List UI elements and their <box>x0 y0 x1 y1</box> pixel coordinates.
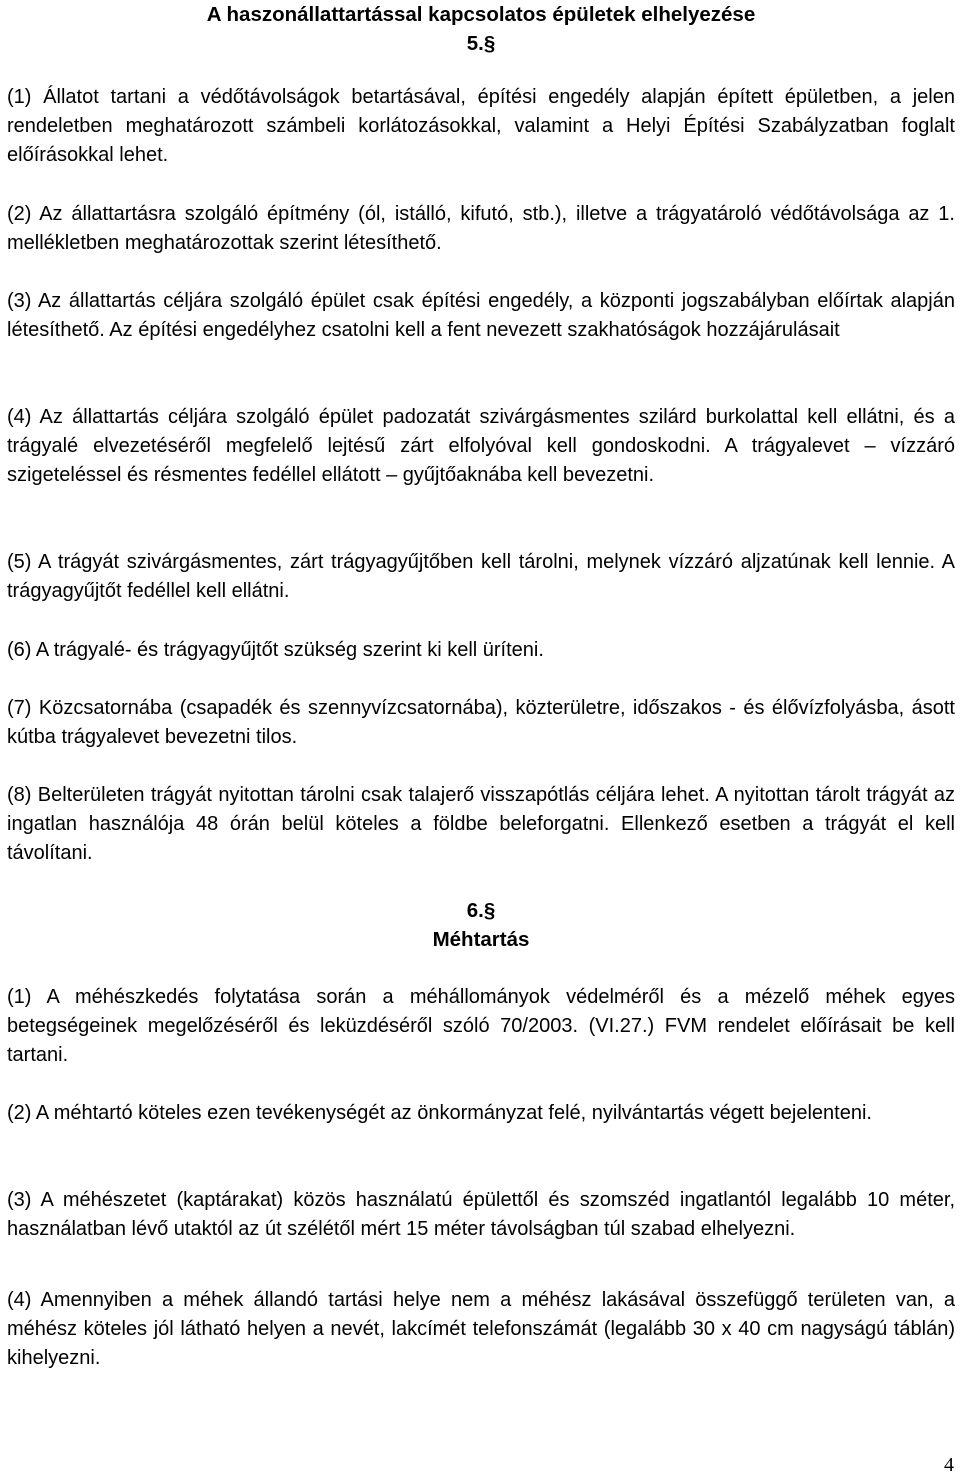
section-5-paragraph-2: (2) Az állattartásra szolgáló építmény (ól, istálló, kifutó, stb.), illetve a trágyatároló védőtávolsága az 1. mellékletben meghatározottak szerint létesíthető. <box>7 203 955 255</box>
section-6-paragraph-4: (4) Amennyiben a méhek állandó tartási helye nem a méhész lakásával összefüggő területen van, a méhész köteles jól látható helyen a nevét, lakcímét telefonszámát (legalább 30 x 40 cm nagyságú táblán) kihelyezni. <box>7 1289 955 1370</box>
section-5-paragraph-3: (3) Az állattartás céljára szolgáló épület csak építési engedély, a központi jogszabályban előírtak alapján létesíthető. Az építési engedélyhez csatolni kell a fent nevezett szakhatóságok hozzájárulásait <box>7 290 955 342</box>
section-5-number: 5.§ <box>466 32 496 55</box>
section-6-paragraph-2: (2) A méhtartó köteles ezen tevékenységét az önkormányzat felé, nyilvántartás végett bejelenteni. <box>7 1102 872 1124</box>
section-5-title: A haszonállattartással kapcsolatos épületek elhelyezése <box>206 3 756 26</box>
section-5-paragraph-6: (6) A trágyalé- és trágyagyűjtőt szükség szerint ki kell üríteni. <box>7 639 544 661</box>
section-6-paragraph-1: (1) A méhészkedés folytatása során a méhállományok védelméről és a mézelő méhek egyes betegségeinek megelőzéséről és leküzdéséről szóló 70/2003. (VI.27.) FVM rendelet előírásait be kell tartani. <box>7 986 955 1067</box>
section-5-paragraph-4: (4) Az állattartás céljára szolgáló épület padozatát szivárgásmentes szilárd burkolattal kell ellátni, és a trágyalé elvezetéséről megfelelő lejtésű zárt elfolyóval kell gondoskodni. A trágyalevet – vízzáró szigeteléssel és résmentes fedéllel ellátott – gyűjtőaknába kell bevezetni. <box>7 406 955 487</box>
section-6-paragraph-3: (3) A méhészetet (kaptárakat) közös használatú épülettől és szomszéd ingatlantól legalább 10 méter, használatban lévő utaktól az út szélétől mért 15 méter távolságban túl szabad elhelyezni. <box>7 1189 955 1241</box>
section-5-paragraph-7: (7) Közcsatornába (csapadék és szennyvízcsatornába), közterületre, időszakos - és élővízfolyásba, ásott kútba trágyalevet bevezetni tilos. <box>7 697 955 749</box>
page-number: 4 <box>944 1454 954 1476</box>
section-5-paragraph-5: (5) A trágyát szivárgásmentes, zárt trágyagyűjtőben kell tárolni, melynek vízzáró aljzatúnak kell lennie. A trágyagyűjtőt fedéllel kell ellátni. <box>7 551 955 603</box>
section-5-paragraph-8: (8) Belterületen trágyát nyitottan tárolni csak talajerő visszapótlás céljára lehet. A nyitottan tárolt trágyát az ingatlan használója 48 órán belül köteles a földbe beleforgatni. Ellenkező esetben a trágyát el kell távolítani. <box>7 784 955 865</box>
section-5-paragraph-1: (1) Állatot tartani a védőtávolságok betartásával, építési engedély alapján épített épületben, a jelen rendeletben meghatározott számbeli korlátozásokkal, valamint a Helyi Építési Szabályzatban foglalt előírásokkal lehet. <box>7 86 955 167</box>
section-6-number: 6.§ <box>466 899 496 922</box>
section-6-title: Méhtartás <box>432 928 530 951</box>
